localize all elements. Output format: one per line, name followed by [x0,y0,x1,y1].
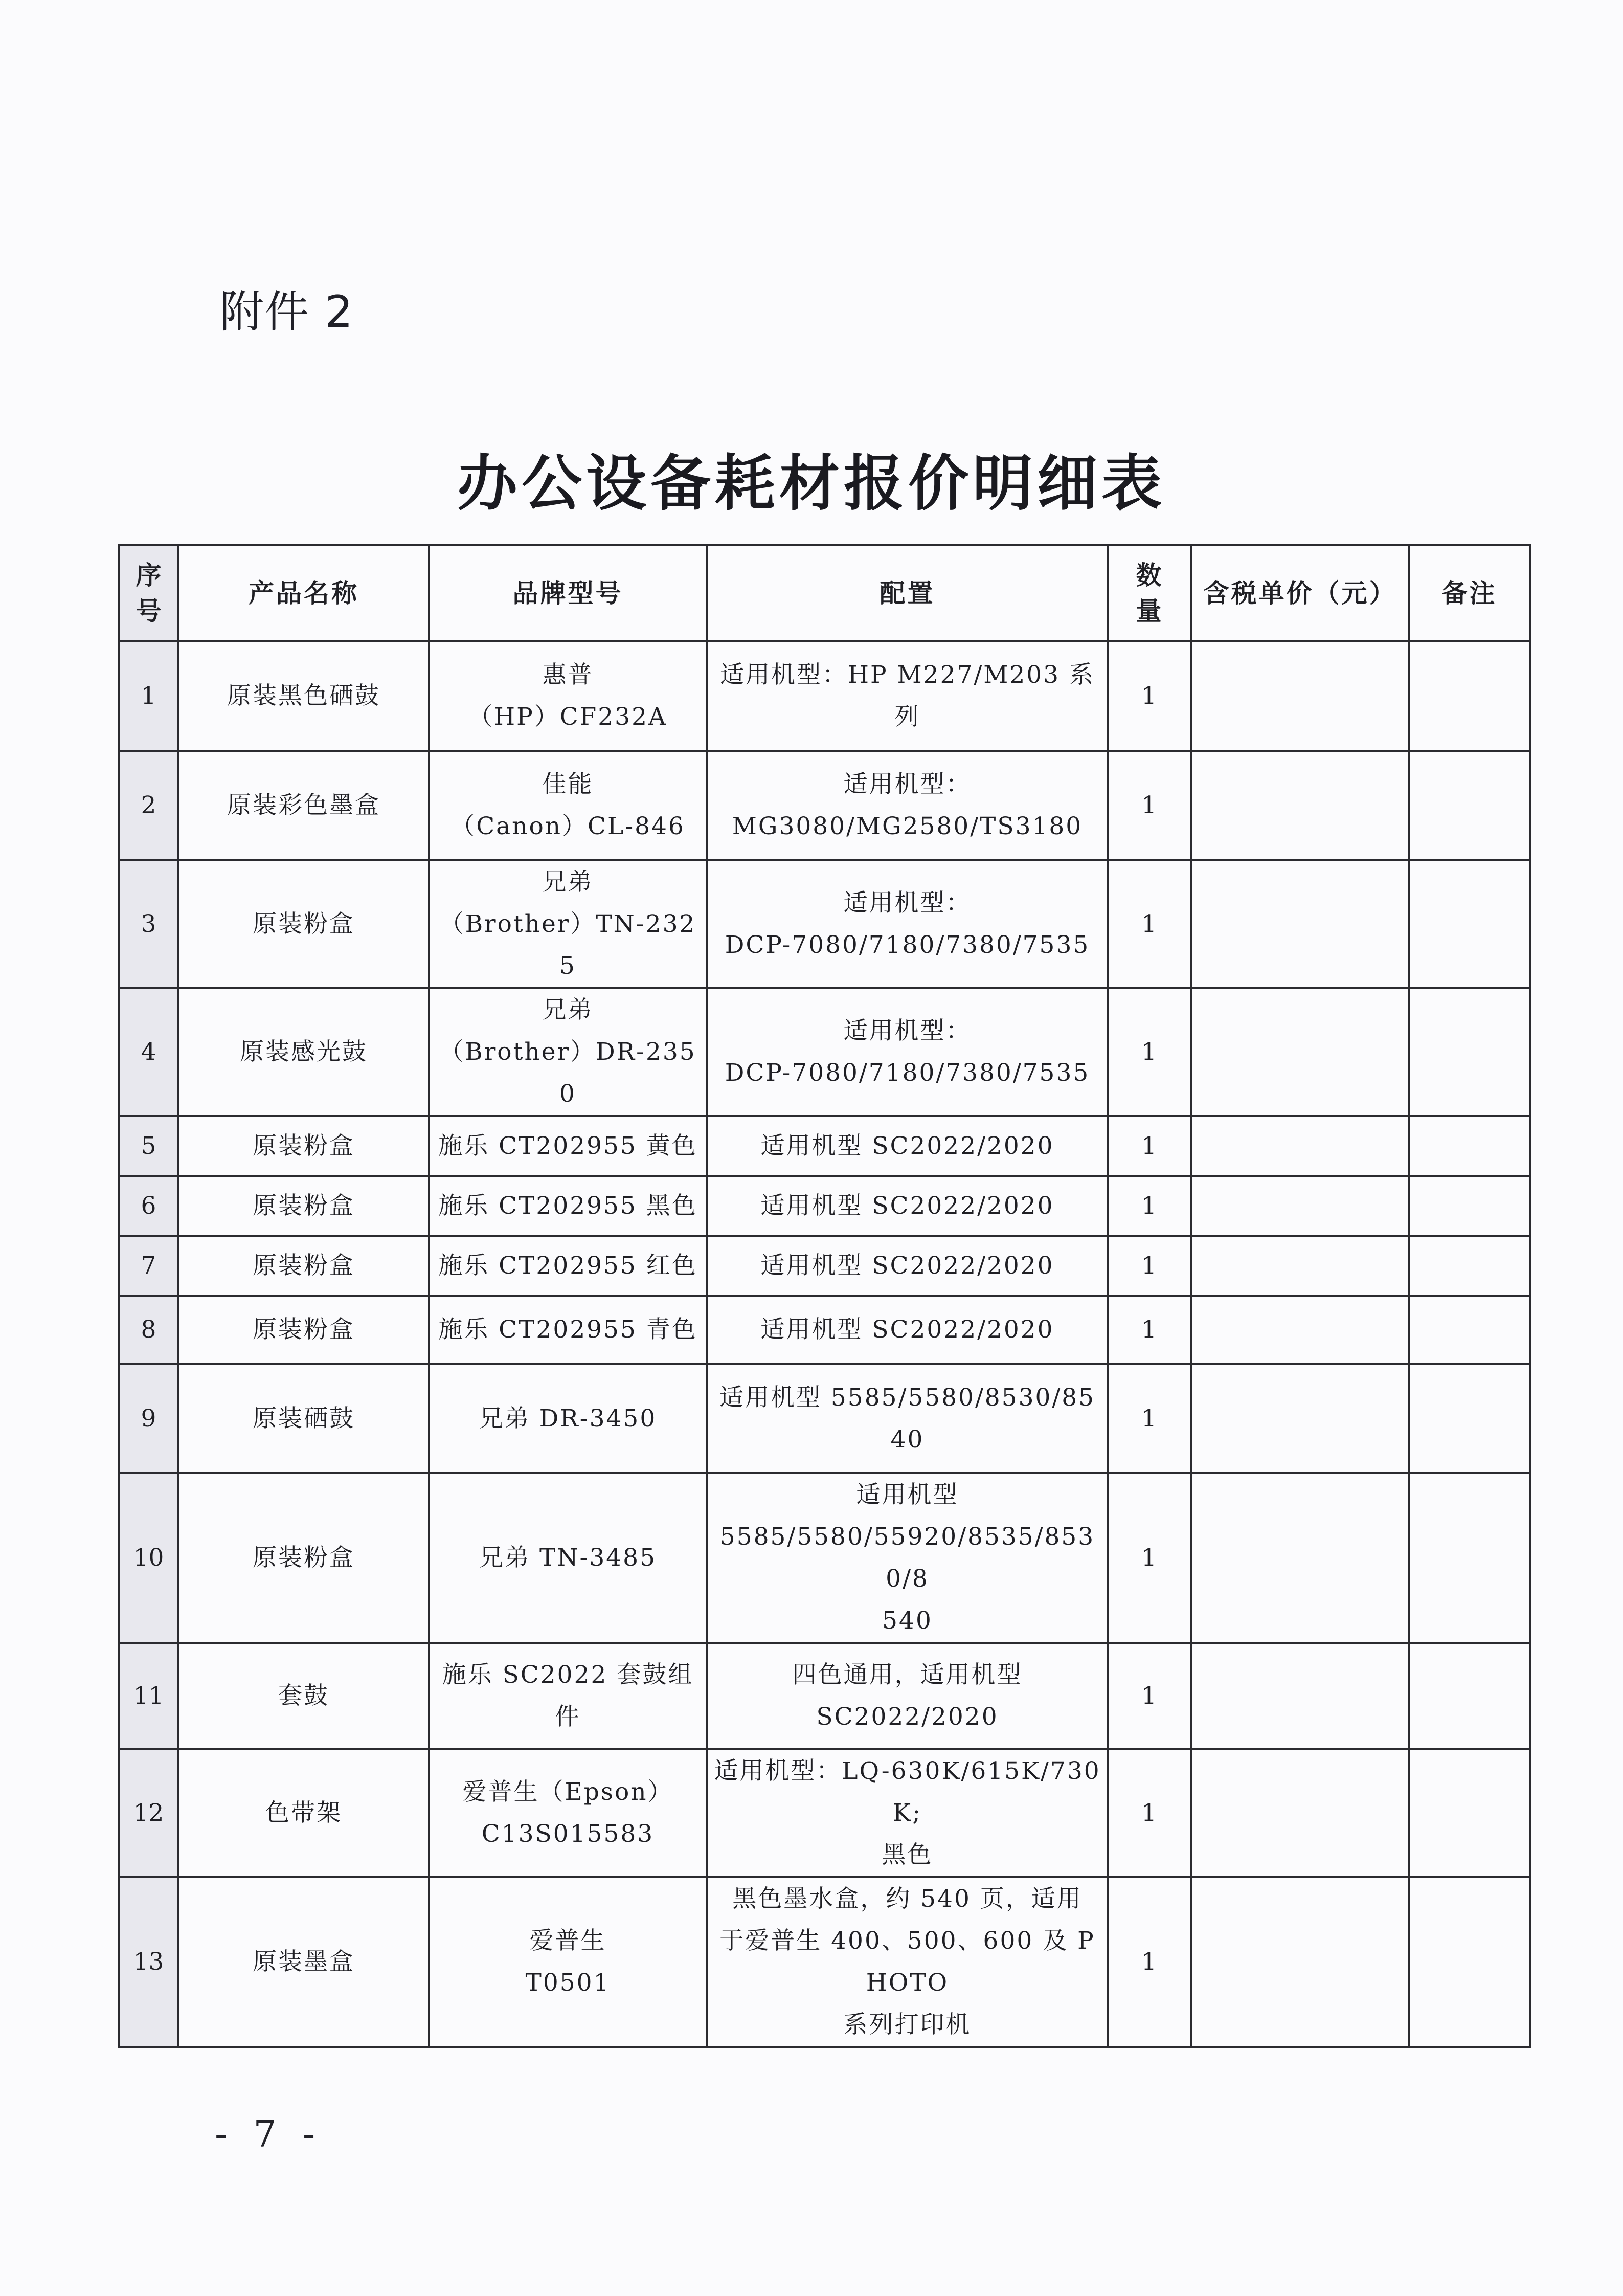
cell-qty: 1 [1108,641,1191,751]
table-row [119,1296,1530,1364]
cell-config: 适用机型 SC2022/2020 [707,1176,1108,1236]
header-product: 产品名称 [178,545,429,641]
cell-brand: 施乐 CT202955 青色 [429,1296,707,1364]
header-seq: 序 号 [119,545,178,641]
cell-config: 黑色墨水盒，约 540 页，适用 于爱普生 400、500、600 及 PHOTO 系列打印机 [707,1877,1108,2047]
header-brand: 品牌型号 [429,545,707,641]
cell-note [1409,1749,1530,1877]
cell-qty: 1 [1108,1116,1191,1176]
cell-seq: 13 [119,1877,178,2047]
cell-brand: 佳能 （Canon）CL-846 [429,751,707,860]
cell-note [1409,1364,1530,1473]
cell-product: 套鼓 [178,1643,429,1749]
cell-product: 色带架 [178,1749,429,1877]
cell-brand: 兄弟 （Brother）DR-2350 [429,988,707,1116]
cell-qty: 1 [1108,1176,1191,1236]
cell-seq: 4 [119,988,178,1116]
table-row [119,988,1530,1116]
cell-brand: 兄弟 DR-3450 [429,1364,707,1473]
cell-note [1409,988,1530,1116]
cell-brand: 兄弟 （Brother）TN-2325 [429,860,707,988]
cell-note [1409,1176,1530,1236]
table-body [119,641,1530,2047]
cell-product: 原装粉盒 [178,860,429,988]
table-row [119,1364,1530,1473]
cell-qty: 1 [1108,988,1191,1116]
cell-seq: 8 [119,1296,178,1364]
cell-brand: 施乐 CT202955 黄色 [429,1116,707,1176]
cell-config: 适用机型：HP M227/M203 系列 [707,641,1108,751]
cell-note [1409,1473,1530,1643]
table-row [119,1473,1530,1643]
cell-price [1191,860,1409,988]
table-row [119,1877,1530,2047]
cell-product: 原装粉盒 [178,1116,429,1176]
cell-seq: 11 [119,1643,178,1749]
cell-price [1191,1176,1409,1236]
cell-config: 适用机型： DCP-7080/7180/7380/7535 [707,860,1108,988]
cell-config: 适用机型 5585/5580/55920/8535/8530/8 540 [707,1473,1108,1643]
cell-price [1191,988,1409,1116]
cell-note [1409,751,1530,860]
cell-brand: 惠普 （HP）CF232A [429,641,707,751]
header-note: 备注 [1409,545,1530,641]
cell-note [1409,1116,1530,1176]
cell-price [1191,1749,1409,1877]
cell-note [1409,860,1530,988]
cell-price [1191,1364,1409,1473]
cell-product: 原装黑色硒鼓 [178,641,429,751]
cell-config: 适用机型 SC2022/2020 [707,1116,1108,1176]
cell-brand: 兄弟 TN-3485 [429,1473,707,1643]
cell-note [1409,1643,1530,1749]
table-row [119,641,1530,751]
cell-qty: 1 [1108,1364,1191,1473]
cell-qty: 1 [1108,860,1191,988]
cell-seq: 12 [119,1749,178,1877]
cell-config: 适用机型：LQ-630K/615K/730K; 黑色 [707,1749,1108,1877]
cell-seq: 5 [119,1116,178,1176]
table-row [119,1749,1530,1877]
cell-brand: 施乐 CT202955 黑色 [429,1176,707,1236]
cell-seq: 9 [119,1364,178,1473]
cell-qty: 1 [1108,1236,1191,1296]
cell-note [1409,1877,1530,2047]
cell-seq: 10 [119,1473,178,1643]
table-row [119,1643,1530,1749]
table-row [119,751,1530,860]
cell-qty: 1 [1108,1473,1191,1643]
cell-seq: 2 [119,751,178,860]
cell-qty: 1 [1108,1296,1191,1364]
cell-config: 适用机型 SC2022/2020 [707,1296,1108,1364]
cell-product: 原装粉盒 [178,1176,429,1236]
cell-product: 原装硒鼓 [178,1364,429,1473]
cell-qty: 1 [1108,1749,1191,1877]
cell-note [1409,1236,1530,1296]
table-row [119,860,1530,988]
page-number: - 7 - [215,2112,323,2155]
cell-brand: 爱普生 T0501 [429,1877,707,2047]
cell-note [1409,1296,1530,1364]
cell-config: 适用机型 5585/5580/8530/8540 [707,1364,1108,1473]
cell-brand: 施乐 CT202955 红色 [429,1236,707,1296]
quote-table [118,544,1531,2048]
cell-price [1191,1236,1409,1296]
header-price: 含税单价（元） [1191,545,1409,641]
attachment-label: 附件 2 [220,286,354,338]
page-title: 办公设备耗材报价明细表 [457,448,1166,519]
cell-product: 原装粉盒 [178,1473,429,1643]
cell-price [1191,1116,1409,1176]
cell-config: 适用机型： MG3080/MG2580/TS3180 [707,751,1108,860]
table-row [119,1176,1530,1236]
cell-config: 适用机型： DCP-7080/7180/7380/7535 [707,988,1108,1116]
cell-seq: 3 [119,860,178,988]
cell-product: 原装感光鼓 [178,988,429,1116]
table-row [119,1236,1530,1296]
cell-product: 原装墨盒 [178,1877,429,2047]
cell-product: 原装粉盒 [178,1236,429,1296]
cell-price [1191,751,1409,860]
cell-seq: 7 [119,1236,178,1296]
cell-product: 原装粉盒 [178,1296,429,1364]
cell-brand: 爱普生（Epson） C13S015583 [429,1749,707,1877]
cell-seq: 1 [119,641,178,751]
cell-price [1191,1296,1409,1364]
cell-seq: 6 [119,1176,178,1236]
cell-qty: 1 [1108,751,1191,860]
cell-price [1191,641,1409,751]
cell-product: 原装彩色墨盒 [178,751,429,860]
table-header-row [119,545,1530,641]
cell-qty: 1 [1108,1643,1191,1749]
cell-note [1409,641,1530,751]
table-row [119,1116,1530,1176]
cell-price [1191,1643,1409,1749]
header-config: 配置 [707,545,1108,641]
header-qty: 数 量 [1108,545,1191,641]
cell-price [1191,1877,1409,2047]
cell-config: 四色通用，适用机型 SC2022/2020 [707,1643,1108,1749]
cell-price [1191,1473,1409,1643]
cell-qty: 1 [1108,1877,1191,2047]
cell-brand: 施乐 SC2022 套鼓组 件 [429,1643,707,1749]
cell-config: 适用机型 SC2022/2020 [707,1236,1108,1296]
